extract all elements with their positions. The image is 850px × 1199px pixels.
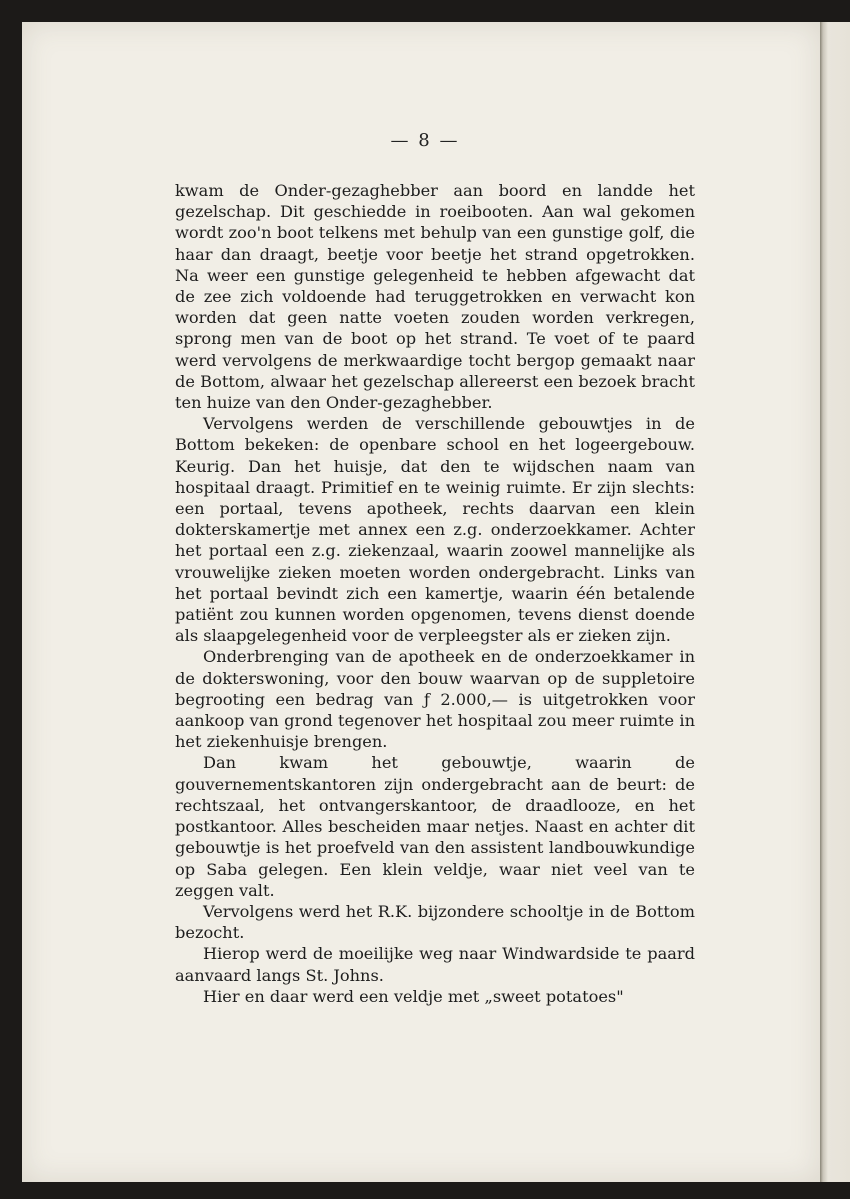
next-page-edge: [820, 22, 850, 1182]
paragraph-2: Vervolgens werden de verschillende gebouwtjes in de Bottom bekeken: de openbare school en het logeergebouw. Keurig. Dan het huisje, dat den te wijdschen naam van hospitaal draagt. Primitief en te weinig ruimte. Er zijn slechts: een portaal, tevens apotheek, rechts daarvan een klein dokterskamertje met annex een z.g. onderzoekkamer. Achter het portaal een z.g. ziekenzaal, waarin zoowel mannelijke als vrouwelijke zieken moeten worden ondergebracht. Links van het portaal bevindt zich een kamertje, waarin één betalende patiënt zou kunnen worden opgenomen, tevens dienst doende als slaapgelegenheid voor de verpleegster als er zieken zijn.: [175, 414, 695, 646]
body-text: [175, 180, 695, 1007]
paragraph-7: Hier en daar werd een veldje met „sweet potatoes": [203, 986, 624, 1006]
paragraph-4: Dan kwam het gebouwtje, waarin de gouvernementskantoren zijn ondergebracht aan de beurt: de rechtszaal, het ontvangerskantoor, de draadlooze, en het postkantoor. Alles bescheiden maar netjes. Naast en achter dit gebouwtje is het proefveld van den assistent landbouwkundige op Saba gelegen. Een klein veldje, waar niet veel van te zeggen valt.: [175, 753, 695, 900]
paragraph-3: Onderbrenging van de apotheek en de onderzoekkamer in de dokterswoning, voor den bouw waarvan op de suppletoire begrooting een bedrag van ƒ 2.000,— is uitgetrokken voor aankoop van grond tegenover het hospitaal zou meer ruimte in het ziekenhuisje brengen.: [175, 647, 695, 752]
paragraph-5: Vervolgens werd het R.K. bijzondere schooltje in de Bottom bezocht.: [175, 901, 695, 943]
page-number: — 8 —: [390, 130, 460, 151]
paragraph-1: kwam de Onder-gezaghebber aan boord en landde het gezelschap. Dit geschiedde in roeibooten. Aan wal gekomen wordt zoo'n boot telkens met behulp van een gunstige golf, die haar dan draagt, beetje voor beetje het strand opgetrokken. Na weer een gunstige gelegenheid te hebben afgewacht dat de zee zich voldoende had teruggetrokken en verwacht kon worden dat geen natte voeten zouden worden verkregen, sprong men van de boot op het strand. Te voet of te paard werd vervolgens de merkwaardige tocht bergop gemaakt naar de Bottom, alwaar het gezelschap allereerst een bezoek bracht ten huize van den Onder-gezaghebber.: [175, 181, 695, 413]
paragraph-6: Hierop werd de moeilijke weg naar Windwardside te paard aanvaard langs St. Johns.: [175, 944, 695, 985]
